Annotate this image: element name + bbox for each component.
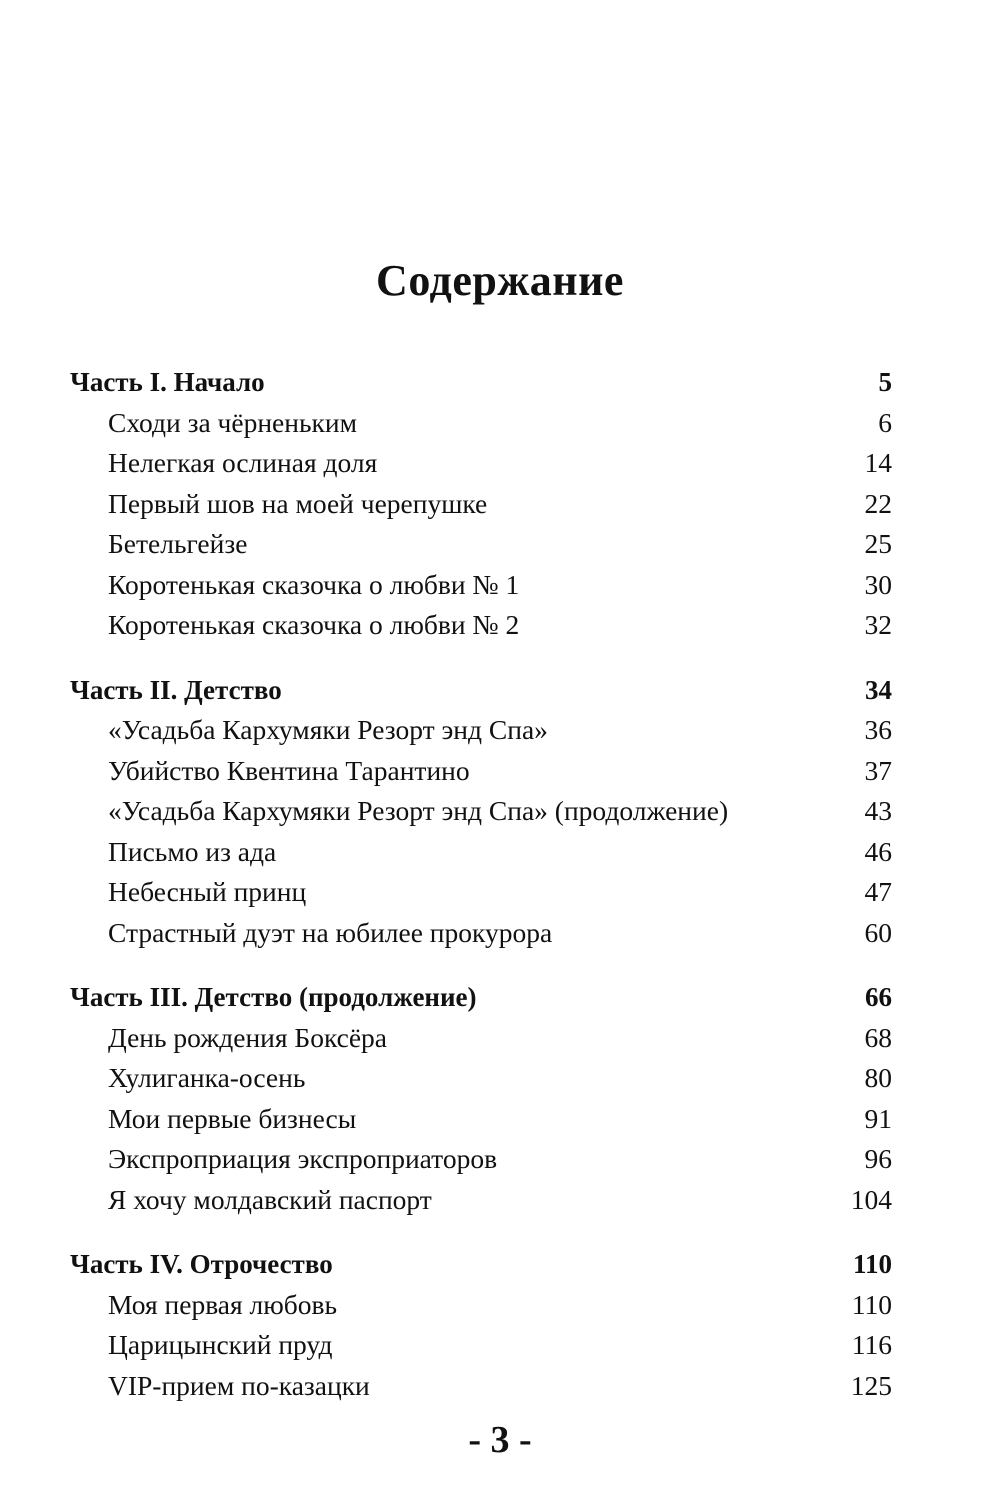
toc-page-number: 22 [864,487,892,519]
toc-page-number: 104 [850,1183,892,1215]
toc-chapter [70,1180,892,1221]
toc-chapter-label: Хулиганка-осень [108,1062,306,1093]
toc-page-number: 91 [864,1102,892,1134]
toc-chapter [70,1139,892,1180]
toc-chapter [70,791,892,832]
toc-part-label: Часть I. Начало [70,367,265,397]
toc-page-number: 5 [878,367,892,397]
toc-page-number: 110 [852,1249,892,1279]
toc-part-4 [70,1244,892,1406]
toc-chapter [70,484,892,525]
toc-chapter [70,1099,892,1140]
toc-page-number: 30 [864,568,892,600]
toc-chapter-label: Мои первые бизнесы [108,1102,357,1134]
toc-chapter-label: Я хочу молдавский паспорт [108,1183,432,1215]
toc-part-label: Часть II. Детство [70,674,282,705]
toc-chapter-label: Убийство Квентина Тарантино [108,754,470,786]
toc-part-heading [70,977,892,1018]
toc-chapter-label: «Усадьба Кархумяки Резорт энд Спа» [108,714,548,745]
toc-chapter [70,832,892,873]
toc-part-heading [70,1244,892,1285]
toc-chapter-label: Небесный принц [108,876,307,907]
toc-chapter [70,1285,892,1326]
toc-page-number: 25 [864,528,892,559]
toc-chapter [70,605,892,646]
toc-page-number: 46 [864,835,892,867]
toc-part-heading [70,362,892,403]
toc-page-number: 68 [864,1021,892,1053]
toc-chapter-label: Коротенькая сказочка о любви № 2 [108,609,520,640]
toc-chapter-label: Бетельгейзе [108,528,248,559]
toc-chapter [70,1366,892,1407]
toc-chapter-label: Коротенькая сказочка о любви № 1 [108,568,520,600]
toc-part-1 [70,362,892,646]
toc-page-number: 6 [878,406,892,438]
toc-chapter [70,710,892,751]
toc-chapter [70,751,892,792]
toc-chapter-label: VIP-прием по-казацки [108,1369,370,1401]
table-of-contents [70,362,892,1430]
toc-page-number: 37 [864,754,892,786]
toc-page-number: 14 [864,447,892,478]
toc-chapter [70,872,892,913]
toc-part-label: Часть III. Детство (продолжение) [70,982,477,1012]
toc-chapter [70,524,892,565]
toc-chapter-label: Царицынский пруд [108,1329,333,1360]
toc-chapter-label: Первый шов на моей черепушке [108,487,488,519]
toc-page-number: 47 [864,876,892,907]
toc-chapter-label: Письмо из ада [108,835,277,867]
toc-chapter-label: Страстный дуэт на юбилее прокурора [108,916,553,948]
toc-part-2 [70,670,892,954]
toc-page-number: 36 [864,714,892,745]
toc-chapter-label: Экспроприация экспроприаторов [108,1143,498,1174]
toc-chapter [70,565,892,606]
toc-chapter [70,1058,892,1099]
toc-chapter [70,1325,892,1366]
toc-page-number: 116 [851,1329,892,1360]
toc-page-number: 60 [864,916,892,948]
page-number: - 3 - [468,1419,532,1461]
toc-chapter [70,443,892,484]
toc-chapter-label: Сходи за чёрненьким [108,406,357,438]
toc-page-number: 96 [864,1143,892,1174]
toc-part-3 [70,977,892,1220]
toc-page-number: 43 [864,795,892,826]
toc-chapter-label: День рождения Боксёра [108,1021,387,1053]
toc-page-number: 34 [865,674,892,705]
toc-page-number: 66 [865,982,892,1012]
page-title: Содержание [376,256,624,305]
toc-part-label: Часть IV. Отрочество [70,1249,333,1279]
toc-part-heading [70,670,892,711]
toc-page-number: 125 [850,1369,892,1401]
toc-chapter [70,403,892,444]
toc-chapter-label: Моя первая любовь [108,1288,338,1320]
toc-chapter-label: Нелегкая ослиная доля [108,447,378,478]
toc-page-number: 80 [864,1062,892,1093]
toc-page-number: 110 [851,1288,892,1320]
toc-page-number: 32 [864,609,892,640]
toc-chapter [70,913,892,954]
toc-chapter [70,1018,892,1059]
toc-chapter-label: «Усадьба Кархумяки Резорт энд Спа» (продолжение) [108,795,729,826]
